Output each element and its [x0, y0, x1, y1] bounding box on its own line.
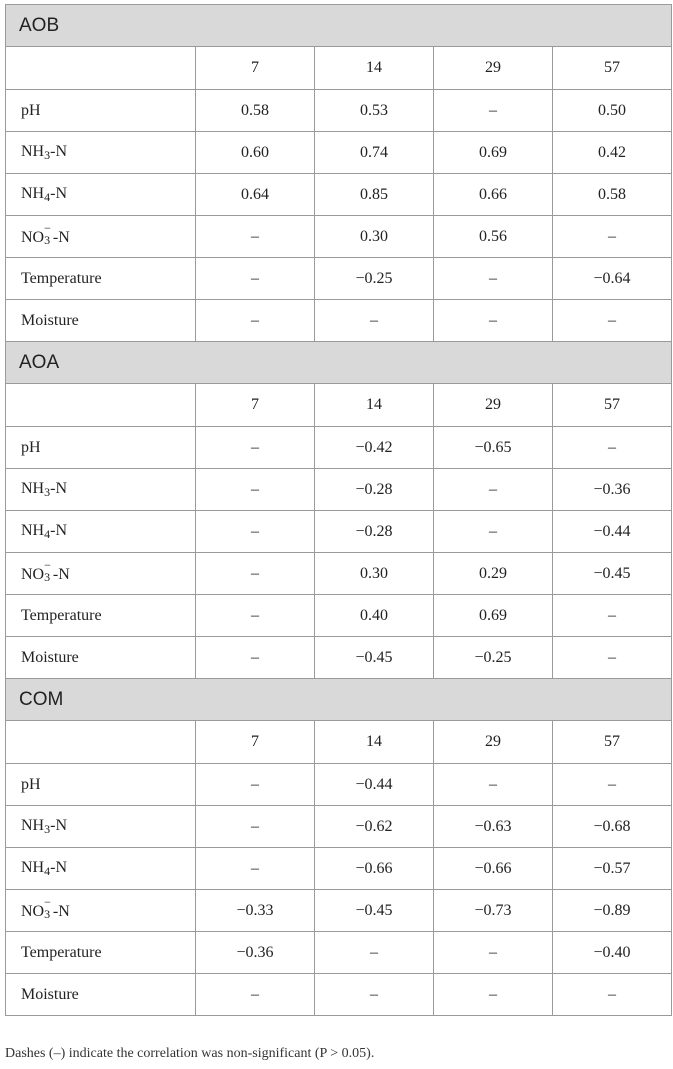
value-cell: 0.74 — [315, 132, 434, 174]
value-cell: – — [315, 932, 434, 974]
value-cell: −0.28 — [315, 469, 434, 511]
value-cell: – — [434, 258, 553, 300]
row-label: $NH_4-N$ — [6, 174, 196, 216]
value-cell: – — [196, 300, 315, 342]
value-cell: 0.64 — [196, 174, 315, 216]
value-cell: −0.33 — [196, 890, 315, 932]
empty-header-cell — [6, 721, 196, 764]
row-label: Temperature — [6, 258, 196, 300]
value-cell: −0.28 — [315, 511, 434, 553]
value-cell: −0.45 — [553, 553, 672, 595]
value-cell: −0.44 — [315, 764, 434, 806]
day-header-cell: 7 — [196, 384, 315, 427]
value-cell: 0.69 — [434, 132, 553, 174]
day-header-row — [6, 721, 672, 764]
value-cell: 0.85 — [315, 174, 434, 216]
value-cell: −0.66 — [434, 848, 553, 890]
table-row — [6, 300, 672, 342]
value-cell: 0.53 — [315, 90, 434, 132]
value-cell: −0.68 — [553, 806, 672, 848]
row-label: $NH_3-N$ — [6, 132, 196, 174]
section-header-aob — [6, 5, 672, 47]
value-cell: 0.56 — [434, 216, 553, 258]
value-cell: −0.36 — [553, 469, 672, 511]
section-title: AOA — [6, 342, 672, 384]
value-cell: – — [196, 974, 315, 1016]
day-header-cell: 14 — [315, 384, 434, 427]
section-header-aoa — [6, 342, 672, 384]
table-row — [6, 764, 672, 806]
value-cell: – — [315, 974, 434, 1016]
row-label: pH — [6, 427, 196, 469]
row-label: NO − 3 -N — [6, 216, 196, 258]
value-cell: 0.29 — [434, 553, 553, 595]
value-cell: −0.89 — [553, 890, 672, 932]
value-cell: – — [434, 90, 553, 132]
value-cell: – — [553, 216, 672, 258]
row-label: Temperature — [6, 932, 196, 974]
value-cell: – — [196, 511, 315, 553]
value-cell: 0.50 — [553, 90, 672, 132]
row-label: pH — [6, 90, 196, 132]
row-label: Temperature — [6, 595, 196, 637]
value-cell: – — [196, 637, 315, 679]
day-header-cell: 14 — [315, 47, 434, 90]
table-row — [6, 90, 672, 132]
day-header-cell: 57 — [553, 384, 672, 427]
table-row — [6, 427, 672, 469]
table-row — [6, 595, 672, 637]
value-cell: 0.60 — [196, 132, 315, 174]
value-cell: – — [196, 806, 315, 848]
value-cell: −0.44 — [553, 511, 672, 553]
table-row — [6, 553, 672, 595]
value-cell: −0.25 — [315, 258, 434, 300]
day-header-cell: 14 — [315, 721, 434, 764]
row-label: $NH_3-N$ — [6, 469, 196, 511]
value-cell: – — [553, 974, 672, 1016]
table-row — [6, 974, 672, 1016]
correlation-table — [5, 4, 672, 1016]
value-cell: −0.63 — [434, 806, 553, 848]
value-cell: – — [553, 637, 672, 679]
row-label: pH — [6, 764, 196, 806]
row-label: NO − 3 -N — [6, 553, 196, 595]
table-row — [6, 132, 672, 174]
value-cell: – — [196, 469, 315, 511]
value-cell: 0.66 — [434, 174, 553, 216]
day-header-cell: 29 — [434, 721, 553, 764]
row-label: $NH_4-N$ — [6, 511, 196, 553]
day-header-cell: 57 — [553, 47, 672, 90]
day-header-cell: 29 — [434, 384, 553, 427]
value-cell: – — [434, 469, 553, 511]
day-header-cell: 7 — [196, 47, 315, 90]
value-cell: 0.30 — [315, 553, 434, 595]
value-cell: – — [434, 932, 553, 974]
empty-header-cell — [6, 384, 196, 427]
value-cell: – — [315, 300, 434, 342]
value-cell: – — [196, 764, 315, 806]
row-label: Moisture — [6, 637, 196, 679]
value-cell: −0.40 — [553, 932, 672, 974]
row-label: $NH_3-N$ — [6, 806, 196, 848]
value-cell: 0.42 — [553, 132, 672, 174]
table-row — [6, 174, 672, 216]
table-row — [6, 890, 672, 932]
value-cell: – — [196, 216, 315, 258]
value-cell: −0.62 — [315, 806, 434, 848]
value-cell: – — [434, 764, 553, 806]
value-cell: – — [196, 595, 315, 637]
row-label: NO − 3 -N — [6, 890, 196, 932]
value-cell: −0.57 — [553, 848, 672, 890]
value-cell: – — [553, 427, 672, 469]
day-header-cell: 29 — [434, 47, 553, 90]
value-cell: 0.58 — [196, 90, 315, 132]
value-cell: – — [553, 595, 672, 637]
value-cell: 0.58 — [553, 174, 672, 216]
value-cell: 0.69 — [434, 595, 553, 637]
value-cell: −0.42 — [315, 427, 434, 469]
table-row — [6, 258, 672, 300]
row-label: Moisture — [6, 974, 196, 1016]
value-cell: – — [434, 300, 553, 342]
section-header-com — [6, 679, 672, 721]
table-row — [6, 806, 672, 848]
value-cell: – — [196, 427, 315, 469]
day-header-row — [6, 47, 672, 90]
value-cell: – — [196, 553, 315, 595]
value-cell: – — [553, 764, 672, 806]
value-cell: – — [434, 511, 553, 553]
value-cell: −0.25 — [434, 637, 553, 679]
value-cell: – — [196, 258, 315, 300]
value-cell: – — [553, 300, 672, 342]
table-row — [6, 932, 672, 974]
value-cell: 0.30 — [315, 216, 434, 258]
row-label: $NH_4-N$ — [6, 848, 196, 890]
value-cell: −0.45 — [315, 637, 434, 679]
empty-header-cell — [6, 47, 196, 90]
row-label: Moisture — [6, 300, 196, 342]
value-cell: −0.36 — [196, 932, 315, 974]
table-row — [6, 848, 672, 890]
table-row — [6, 511, 672, 553]
section-title: COM — [6, 679, 672, 721]
value-cell: – — [434, 974, 553, 1016]
value-cell: −0.66 — [315, 848, 434, 890]
section-title: AOB — [6, 5, 672, 47]
value-cell: −0.73 — [434, 890, 553, 932]
day-header-cell: 57 — [553, 721, 672, 764]
table-row — [6, 637, 672, 679]
day-header-row — [6, 384, 672, 427]
day-header-cell: 7 — [196, 721, 315, 764]
value-cell: 0.40 — [315, 595, 434, 637]
value-cell: −0.45 — [315, 890, 434, 932]
table-row — [6, 469, 672, 511]
footnote: Dashes (–) indicate the correlation was non-significant (P > 0.05). — [5, 1046, 375, 1061]
table-row — [6, 216, 672, 258]
value-cell: – — [196, 848, 315, 890]
value-cell: −0.65 — [434, 427, 553, 469]
value-cell: −0.64 — [553, 258, 672, 300]
